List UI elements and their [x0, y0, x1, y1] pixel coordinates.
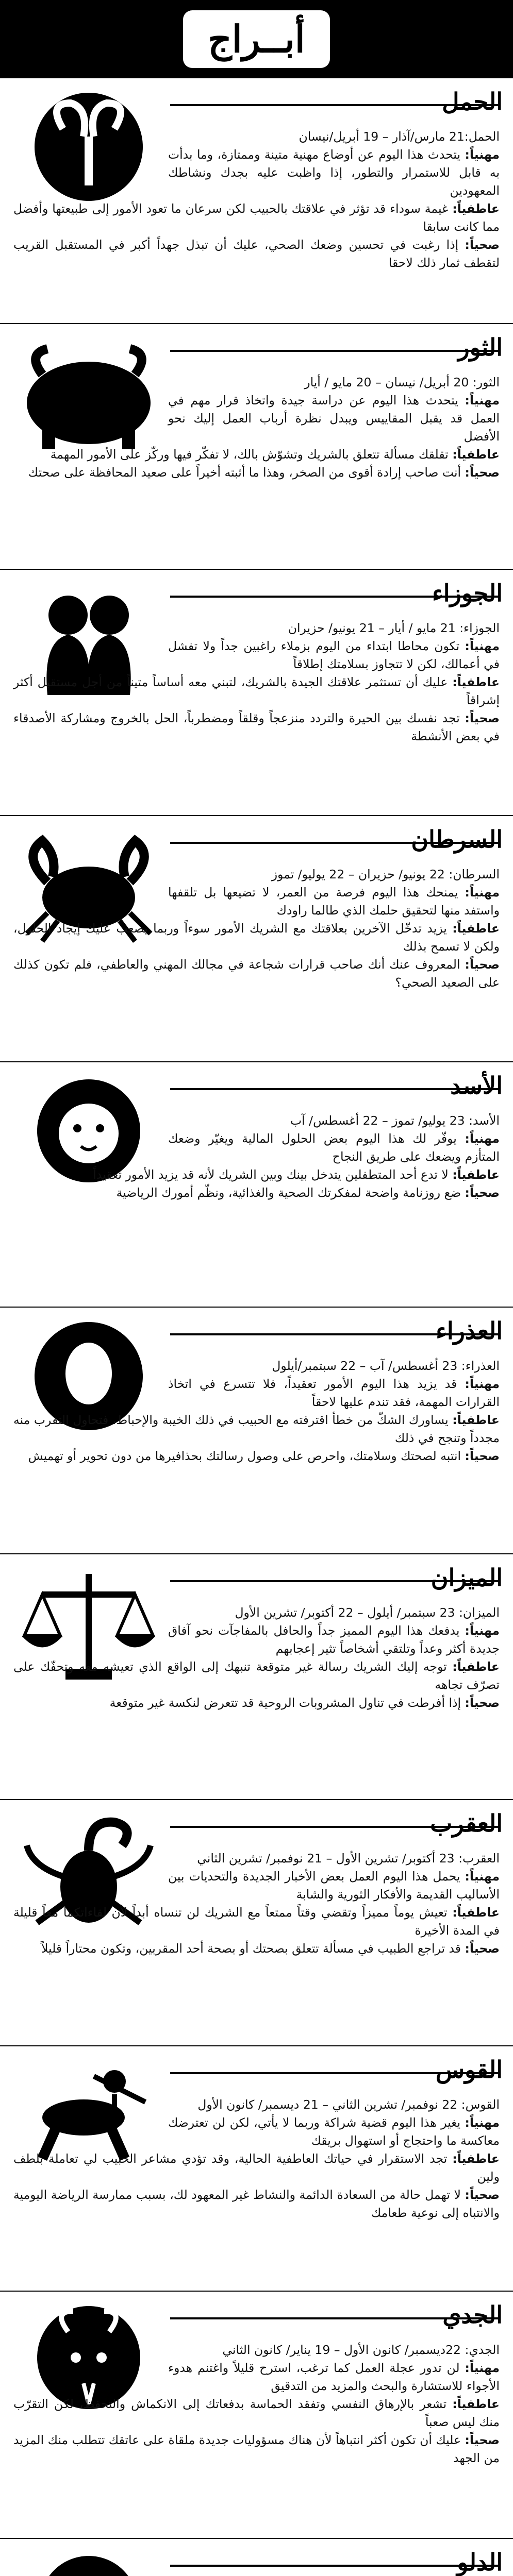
sign-heading [450, 1074, 503, 1097]
health-text: لا تهمل حالة من السعادة الدائمة والنشاط غير المعهود لك، بسبب ممارسة الرياضة اليومية والانتباه إلى نوعية طعامك [13, 2188, 500, 2220]
header-title-box [183, 10, 330, 68]
love-text: عليك أن تستثمر علاقتك الجيدة بالشريك، لتبني معه أساساً متيناً من أجل مستقبل أكثر إشراقاً [13, 675, 500, 707]
sign-text [13, 1604, 500, 1712]
sign-dates: العقرب: 23 أكتوبر/ تشرين الأول – 21 نوفمبر/ تشرين الثاني [197, 1851, 500, 1866]
health-text: تجد نفسك بين الحيرة والتردد منزعجاً وقلقاً ومضطرباً، الحل بالخروج ومشاركة الأصدقاء في بعض الأنشطة [13, 711, 500, 743]
love-label: عاطفياً: [452, 201, 500, 216]
health-paragraph [13, 709, 500, 745]
sign-dates: السرطان: 22 يونيو/ حزيران – 22 يوليو/ تموز [271, 867, 500, 882]
love-paragraph [13, 200, 500, 236]
work-text: يحمل هذا اليوم العمل بعض الأخبار الجديدة والتحديات بين الأساليب القديمة والأفكار الثورية والشابة [168, 1869, 500, 1902]
work-label: مهنياً: [465, 885, 500, 900]
sign-section [0, 569, 513, 815]
sign-section [0, 1061, 513, 1307]
health-label: صحياً: [465, 1696, 500, 1710]
love-label: عاطفياً: [452, 1659, 500, 1674]
work-text: لن تدور عجلة العمل كما ترغب، استرح قليلاً واغتنم هدوء الأجواء للاستشارة والبحث والمزيد من التدقيق [168, 2361, 500, 2393]
sign-section [0, 2291, 513, 2538]
work-text: يمنحك هذا اليوم فرصة من العمر، لا تضيعها بل تلقفها واستفد منها لتحقيق حلمك الذي طالما راودك [168, 885, 500, 918]
sign-dates: الحمل:21 مارس/آذار – 19 أبريل/نيسان [299, 129, 500, 144]
love-text: لا تدع أحد المتطفلين يتدخل بينك وبين الشريك لأنه قد يزيد الأمور تعقيداً [93, 1167, 449, 1182]
health-paragraph [13, 464, 500, 482]
love-paragraph [13, 1411, 500, 1447]
sign-heading [432, 581, 503, 605]
health-label: صحياً: [465, 957, 500, 972]
sign-section [0, 1553, 513, 1799]
page-header [0, 0, 513, 77]
page-title: أبــراج [208, 17, 305, 61]
sign-text [13, 1112, 500, 1202]
health-paragraph [13, 2431, 500, 2467]
sign-heading [436, 1319, 503, 1343]
sign-name: الجدي [442, 2301, 503, 2329]
heading-rule [170, 2565, 500, 2567]
work-label: مهنياً: [465, 1869, 500, 1884]
work-paragraph [168, 2359, 500, 2395]
sign-text [13, 128, 500, 272]
health-text: المعروف عنك أنك صاحب قرارات شجاعة في مجالك المهني والعاطفي، فلم تكون كذلك على الصعيد الصحي؟ [13, 957, 500, 990]
health-text: إذا رغبت في تحسين وضعك الصحي، عليك أن تبذل جهداً أكبر في المستقبل القريب لتقطف ثمار ذلك لاحقا [13, 238, 500, 270]
sign-section [0, 2045, 513, 2291]
health-paragraph [13, 1694, 500, 1712]
sign-heading [458, 335, 503, 359]
work-paragraph [168, 392, 500, 446]
work-paragraph [168, 637, 500, 673]
love-label: عاطفياً: [452, 675, 500, 689]
love-paragraph [13, 920, 500, 956]
love-label: عاطفياً: [452, 1167, 500, 1182]
love-paragraph [13, 2395, 500, 2431]
health-label: صحياً: [465, 2433, 500, 2447]
sign-section [0, 1307, 513, 1553]
health-label: صحياً: [465, 238, 500, 252]
health-label: صحياً: [465, 1449, 500, 1463]
work-label: مهنياً: [465, 393, 500, 408]
health-label: صحياً: [465, 465, 500, 480]
sign-text [13, 1850, 500, 1958]
sign-text [13, 619, 500, 745]
work-text: يدفعك هذا اليوم المميز جداً والحافل بالمفاجآت نحو آفاق جديدة أكثر وعداً وتلتقي أشخاصاً تثير إعجابهم [168, 1623, 500, 1656]
work-text: يتحدث هذا اليوم عن أوضاع مهنية متينة وممتازة، وما بدأت به قابل للاستمرار والتطور، إذا واظبت عليه بجدك ونشاطك المعهودين [168, 147, 500, 198]
work-label: مهنياً: [465, 1131, 500, 1146]
work-paragraph [168, 1622, 500, 1658]
health-label: صحياً: [465, 1941, 500, 1956]
sign-dates: الجوزاء: 21 مايو / أيار – 21 يونيو/ حزيران [288, 621, 500, 635]
work-label: مهنياً: [465, 2361, 500, 2375]
love-paragraph [13, 673, 500, 709]
health-paragraph [13, 236, 500, 272]
sign-heading [436, 2058, 503, 2081]
sign-dates: العذراء: 23 أغسطس/ آب – 22 سبتمبر/أيلول [272, 1359, 500, 1373]
health-label: صحياً: [465, 2188, 500, 2202]
work-label: مهنياً: [465, 1623, 500, 1638]
love-label: عاطفياً: [452, 1905, 500, 1920]
sign-name: العذراء [436, 1317, 503, 1345]
love-label: عاطفياً: [452, 1413, 500, 1427]
love-label: عاطفياً: [452, 2397, 500, 2411]
work-text: قد يزيد هذا اليوم الأمور تعقيداً، فلا تتسرع في اتخاذ القرارات المهمة، فقد تندم عليها لاحقاً [168, 1377, 500, 1409]
love-text: يزيد تدخّل الآخرين بعلاقتك مع الشريك الأمور سوءاً وربما يصعب عليك إيجاد الحلول، ولكن لا تسمح بذلك [13, 921, 500, 954]
sign-heading [442, 90, 503, 113]
work-label: مهنياً: [465, 1377, 500, 1391]
health-paragraph [13, 1447, 500, 1465]
love-paragraph [13, 2150, 500, 2186]
health-paragraph [13, 2186, 500, 2222]
love-paragraph [13, 446, 500, 464]
sign-dates: الجدي: 22ديسمبر/ كانون الأول – 19 يناير/ كانون الثاني [222, 2343, 500, 2357]
sign-text [13, 1357, 500, 1465]
love-text: تعيش يوماً مميزاً وتقضي وقتاً ممتعاً مع الشريك لن تنساه أبداً لأن لقاءاتكما معاً قليلة في المدة الأخيرة [13, 1905, 500, 1938]
sign-section [0, 815, 513, 1061]
work-label: مهنياً: [465, 147, 500, 162]
love-paragraph [13, 1658, 500, 1694]
love-text: يساورك الشكّ من خطأ اقترفته مع الحبيب في ذلك الخيبة والإحباط، فتحاول التقرب منه مجدداً وتنجح في ذلك [13, 1413, 500, 1445]
love-text: غيمة سوداء قد تؤثر في علاقتك بالحبيب لكن سرعان ما تعود الأمور إلى طبيعتها وأفضل مما كانت سابقا [13, 201, 500, 234]
work-text: تكون محاطا ابتداء من اليوم بزملاء راغبين جداً ولا تفشل في أعمالك، لكن لا تتجاوز بسلامتك إطلاقاً [168, 639, 500, 671]
sign-dates: القوس: 22 نوفمبر/ تشرين الثاني – 21 ديسمبر/ كانون الأول [197, 2097, 500, 2112]
health-text: ضع روزنامة واضحة لمفكرتك الصحية والغذائية، ونظّم أمورك الرياضية [116, 1185, 461, 1200]
health-text: أنت صاحب إرادة أقوى من الصخر، وهذا ما أثبته أخيراً على صعيد المحافظة على صحتك [28, 465, 461, 480]
health-label: صحياً: [465, 711, 500, 725]
work-label: مهنياً: [465, 639, 500, 653]
work-paragraph [168, 1130, 500, 1166]
sign-text [13, 866, 500, 992]
sign-name: الحمل [442, 88, 503, 115]
work-paragraph [168, 884, 500, 920]
love-text: تجد الاستقرار في حياتك العاطفية الحالية، وقد تؤدي مشاعر الحبيب لي تعاملة بلطف ولين [13, 2151, 500, 2184]
work-paragraph [168, 146, 500, 200]
work-text: يغير هذا اليوم قضية شراكة وربما لا يأتي، لكن لن تعترضك معاكسة ما واحتجاج أو استهوال بريقك [168, 2115, 500, 2148]
aquarius-icon [11, 2548, 166, 2576]
health-paragraph [13, 1940, 500, 1958]
work-paragraph [168, 2114, 500, 2150]
sign-name: القوس [436, 2056, 503, 2083]
sign-section [0, 2538, 513, 2576]
sign-heading [442, 2303, 503, 2327]
sign-name: الميزان [431, 1564, 503, 1591]
health-paragraph [13, 956, 500, 992]
work-paragraph [168, 1868, 500, 1904]
sign-dates: الميزان: 23 سبتمبر/ أيلول – 22 أكتوبر/ تشرين الأول [235, 1605, 500, 1620]
health-text: إذا أفرطت في تناول المشروبات الروحية قد تتعرض لنكسة غير متوقعة [109, 1696, 461, 1710]
sign-dates: الأسد: 23 يوليو/ تموز – 22 أغسطس/ آب [290, 1113, 500, 1128]
love-text: تقلقك مسألة تتعلق بالشريك وتشوّش بالك، لا تفكّر فيها وركّز على الأمور المهمة [50, 447, 449, 462]
sign-heading [411, 827, 503, 851]
love-paragraph [13, 1904, 500, 1940]
sign-text [13, 374, 500, 482]
love-text: تشعر بالإرهاق النفسي وتفقد الحماسة بدفعاتك إلى الانكماش والتحفظ، لكن التقرّب منك ليس صعباً [13, 2397, 500, 2429]
sign-section [0, 77, 513, 323]
sign-name: الثور [458, 333, 503, 361]
sign-name: العقرب [430, 1809, 503, 1837]
sign-heading [457, 2550, 503, 2574]
sign-heading [431, 1566, 503, 1589]
love-paragraph [13, 1166, 500, 1184]
love-label: عاطفياً: [452, 921, 500, 936]
love-label: عاطفياً: [452, 447, 500, 462]
work-label: مهنياً: [465, 2115, 500, 2130]
health-text: انتبه لصحتك وسلامتك، واحرص على وصول رسالتك بحذافيرها من دون تحوير أو تهميش [28, 1449, 461, 1463]
sign-name: السرطان [411, 825, 503, 853]
sign-name: الجوزاء [432, 579, 503, 607]
sign-name: الأسد [450, 1072, 503, 1099]
health-label: صحياً: [465, 1185, 500, 1200]
health-paragraph [13, 1184, 500, 1202]
sign-section [0, 323, 513, 569]
heading-rule [170, 350, 500, 352]
work-paragraph [168, 1375, 500, 1411]
work-text: يتحدث هذا اليوم عن دراسة جيدة واتخاذ قرار مهم في العمل قد يقبل المقاييس ويبدل نظرة أرباب العمل إليك نحو الأفضل [168, 393, 500, 444]
sign-name: الدلو [457, 2548, 503, 2576]
sign-heading [430, 1811, 503, 1835]
health-text: قد تراجع الطبيب في مسألة تتعلق بصحتك أو بصحة أحد المقربين، وتكون محتاراً قليلاً [41, 1941, 461, 1956]
work-text: يوفّر لك هذا اليوم بعض الحلول المالية ويغيّر وضعك المتأزم ويضعك على طريق النجاح [168, 1131, 500, 1164]
sign-section [0, 1799, 513, 2045]
sign-text [13, 2341, 500, 2467]
sign-text [13, 2096, 500, 2222]
health-text: عليك أن تكون أكثر انتباهاً لأن هناك مسؤوليات جديدة ملقاة على عاتقك تتطلب منك المزيد من الجهد [13, 2433, 500, 2465]
love-label: عاطفياً: [452, 2151, 500, 2166]
sign-dates: الثور: 20 أبريل/ نيسان – 20 مايو / أيار [304, 375, 500, 389]
love-text: توجه إليك الشريك رسالة غير متوقعة تنبهك إلى الواقع الذي تعيشه معه وتحفّك على تصرّف تجاهه [13, 1659, 500, 1692]
